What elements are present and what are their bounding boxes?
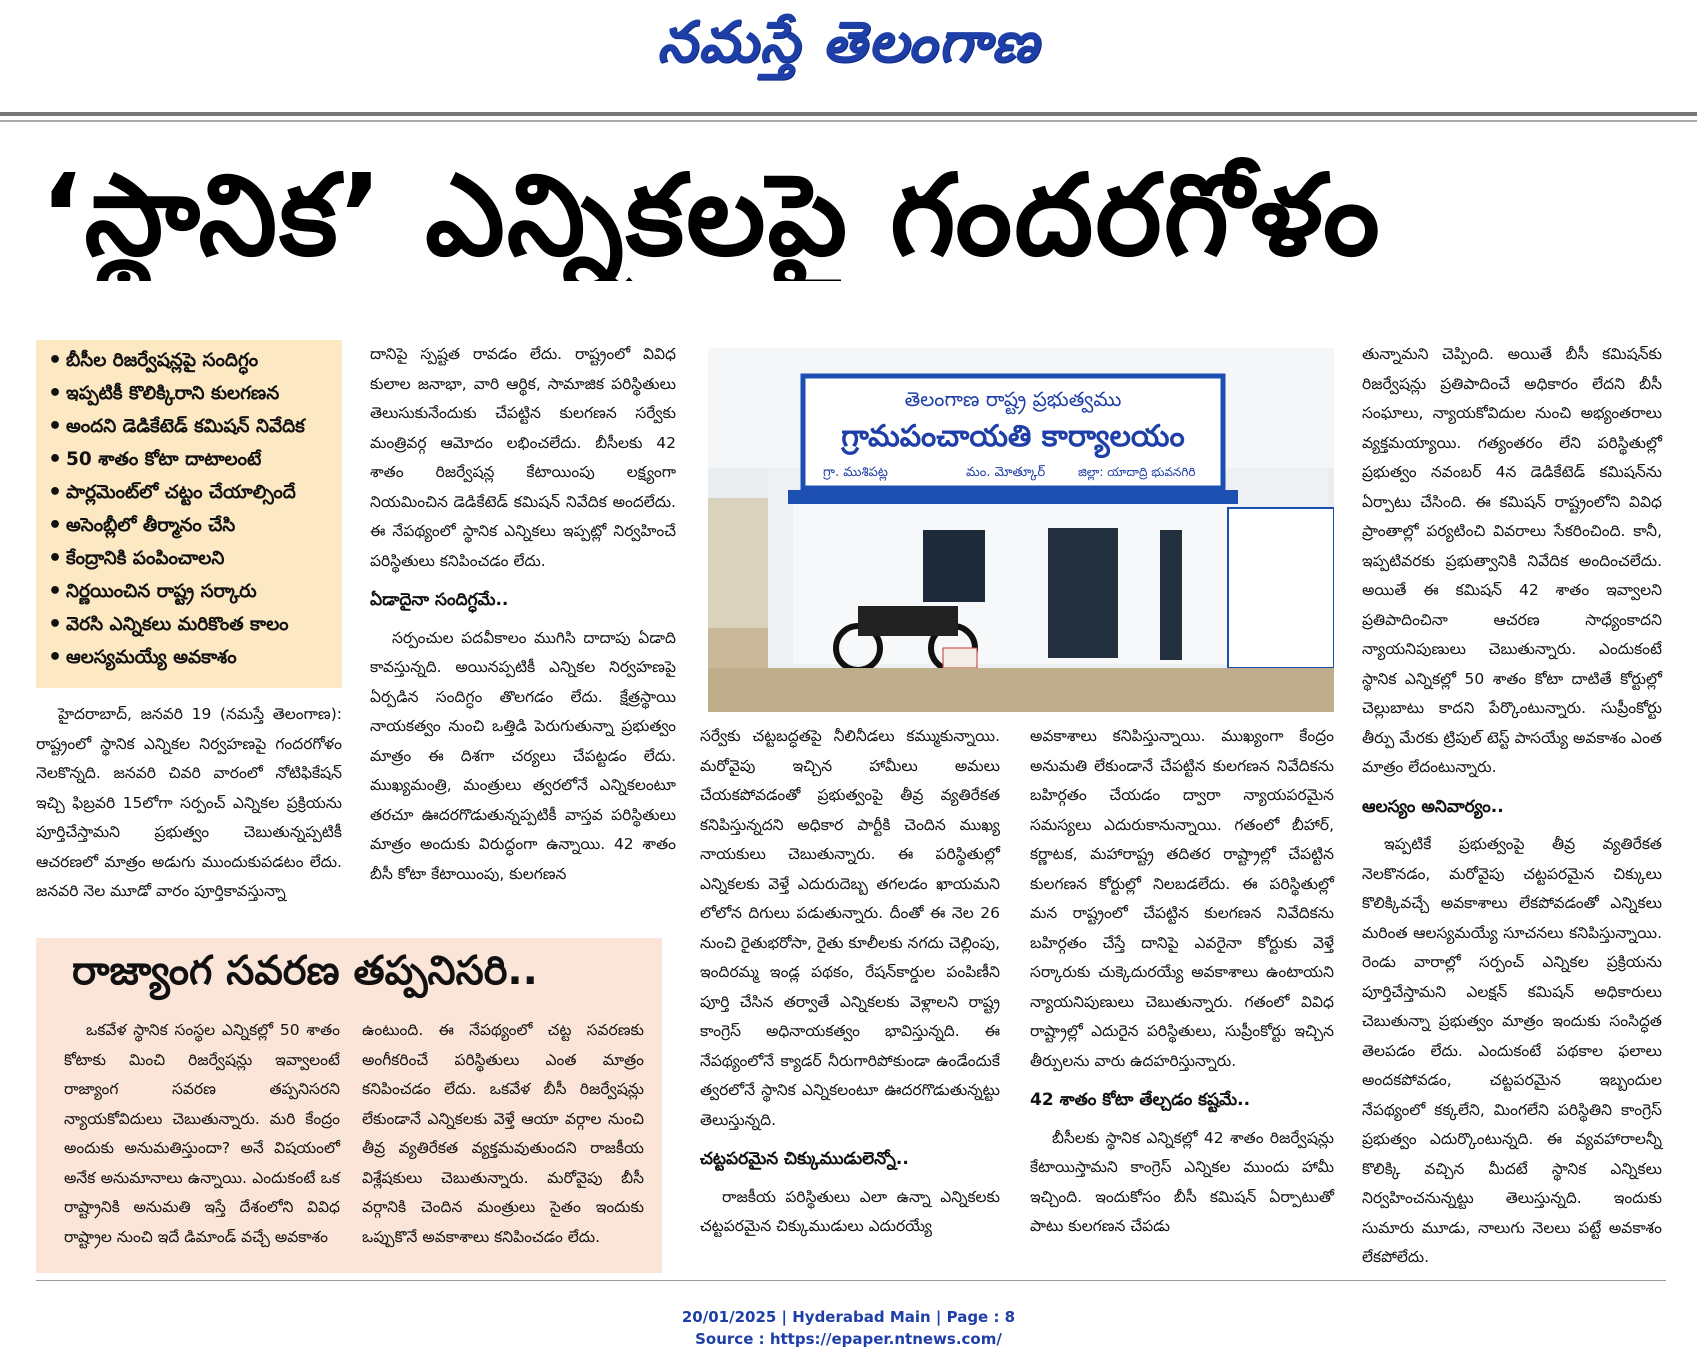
col4-subhead: 42 శాతం కోటా తేల్చడం కష్టమే.. [1030,1090,1251,1110]
photo-illustration [708,348,1334,712]
column-4 [1030,722,1334,1242]
bottom-divider [36,1280,1666,1281]
highlight-item: • అందని డెడికేటెడ్ కమిషన్ నివేదిక [44,410,334,443]
sign-mandal-text: మం. మోత్కూర్ [966,465,1046,480]
highlight-item: • నిర్ణయించిన రాష్ట్ర సర్కారు [44,575,334,608]
highlights-box [36,340,342,688]
highlight-item: • వెరసి ఎన్నికలు మరికొంత కాలం [44,608,334,641]
highlight-item: • అసెంబ్లీలో తీర్మానం చేసి [44,509,334,542]
masthead [0,0,1697,100]
highlight-item: • ఆలస్యమయ్యే అవకాశం [44,641,334,674]
sidebar-story-left-paragraph: ఒకవేళ స్థానిక సంస్థల ఎన్నికల్లో 50 శాతం కోటాకు మించి రిజర్వేషన్లు ఇవ్వాలంటే రాజ్యాంగ సవరణ తప్పనిసరని న్యాయకోవిదులు చెబుతున్నారు. మరి కేంద్రం అందుకు అనుమతిస్తుందా? అనే విషయంలో అనేక అనుమానాలు ఉన్నాయి. ఎందుకంటే ఒక రాష్ట్రానికి అనుమతి ఇస్తే దేశంలోని వివిధ రాష్ట్రాల నుంచి ఇదే డిమాండ్ వచ్చే అవకాశం [64,1021,340,1246]
col5-subhead: ఆలస్యం అనివార్యం.. [1362,796,1504,817]
highlight-item: • పార్లమెంట్‌లో చట్టం చేయాల్సిందే [44,476,334,509]
sidebar-story-right [362,1016,644,1252]
sign-main-text: గ్రామపంచాయతి కార్యాలయం [841,419,1185,454]
sidebar-story-box [36,938,662,1273]
col3-subhead: చట్టపరమైన చిక్కుముడులెన్నో.. [700,1149,909,1169]
newspaper-logo: నమస్తే తెలంగాణ [657,10,1040,75]
column-5 [1362,340,1662,1273]
col5-paragraph-2: ఇప్పటికే ప్రభుత్వంపై తీవ్ర వ్యతిరేకత నెలకొనడం, మరోవైపు చట్టపరమైన చిక్కులు కొలిక్కివచ్చే అవకాశాలు లేకపోవడంతో ఎన్నికలు మరింత ఆలస్యమయ్యే సూచనలు కనిపిస్తున్నాయి. రెండు వారాల్లో సర్పంచ్ ఎన్నికల ప్రక్రియను పూర్తిచేస్తామని ఎలక్షన్ కమిషన్ అధికారులు చెబుతున్నా ప్రభుత్వం మాత్రం ఇందుకు సంసిద్ధత తెలపడం లేదు. ఎందుకంటే పథకాల ఫలాలు అందకపోవడం, చట్టపరమైన ఇబ్బందుల నేపథ్యంలో కక్కలేని, మింగలేని పరిస్థితిని కాంగ్రెస్ ప్రభుత్వం ఎదుర్కొంటున్నది. ఈ వ్యవహారాలన్నీ కొలిక్కి వచ్చిన మీదటే స్థానిక ఎన్నికలు నిర్వహించనున్నట్టు తెలుస్తున్నది. ఇందుకు సుమారు మూడు, నాలుగు నెలలు పట్టే అవకాశం లేకపోలేదు. [1362,835,1662,1266]
page-footer [0,1306,1697,1350]
col2-paragraph: దానిపై స్పష్టత రావడం లేదు. రాష్ట్రంలో వివిధ కులాల జనాభా, వారి ఆర్థిక, సామాజిక పరిస్థితులు తెలుసుకునేందుకు చేపట్టిన కులగణన సర్వేకు మంత్రివర్గ ఆమోదం లభించలేదు. బీసీలకు 42 శాతం రిజర్వేషన్ల కేటాయింపు లక్ష్యంగా నియమించిన డెడికేటెడ్ కమిషన్ నివేదిక అందలేదు. ఈ నేపథ్యంలో స్థానిక ఎన్నికలు ఇప్పట్లో నిర్వహించే పరిస్థితులు కనిపించడం లేదు. [370,345,676,570]
sign-district-text: జిల్లా: యాదాద్రి భువనగిరి [1078,465,1196,479]
col3-paragraph: సర్వేకు చట్టబద్ధతపై నీలినీడలు కమ్ముకున్నాయి. మరోవైపు ఇచ్చిన హామీలు అమలు చేయకపోవడంతో ప్రభుత్వంపై తీవ్ర వ్యతిరేకత కనిపిస్తున్నదని అధికార పార్టీకి చెందిన ముఖ్య నాయకులు చెబుతున్నారు. ఈ పరిస్థితుల్లో ఎన్నికలకు వెళ్తే ఎదురుదెబ్బ తగలడం ఖాయమని లోలోన దిగులు పడుతున్నారు. దీంతో ఈ నెల 26 నుంచి రైతుభరోసా, రైతు కూలీలకు నగదు చెల్లింపు, ఇందిరమ్మ ఇండ్ల పథకం, రేషన్‌కార్డుల పంపిణీని పూర్తి చేసిన తర్వాతే ఎన్నికలకు వెళ్లాలని రాష్ట్ర కాంగ్రెస్ అధినాయకత్వం భావిస్తున్నది. ఈ నేపథ్యంలోనే క్యాడర్ నీరుగారిపోకుండా ఉండేందుకే త్వరలోనే స్థానిక ఎన్నికలంటూ ఊదరగొడుతున్నట్టు తెలుస్తున్నది. [700,727,1000,1129]
sidebar-story-title: రాజ్యాంగ సవరణ తప్పనిసరి.. [72,948,538,994]
footer-source-line: Source : https://epaper.ntnews.com/ [695,1330,1002,1348]
highlight-item: • బీసీల రిజర్వేషన్లపై సందిగ్ధం [44,344,334,377]
sidebar-story-left [64,1016,340,1252]
headline: ‘స్థానిక’ ఎన్నికలపై గందరగోళం [40,152,1382,281]
masthead-divider [0,112,1697,116]
column-1 [36,700,342,907]
panchayat-office-photo [708,348,1334,712]
col2-subhead: ఏడాదైనా సందిగ్ధమే.. [370,590,509,610]
sign-top-text: తెలంగాణ రాష్ట్ర ప్రభుత్వము [904,387,1122,411]
col2-paragraph-2: సర్పంచుల పదవీకాలం ముగిసి దాదాపు ఏడాది కావస్తున్నది. అయినప్పటికీ ఎన్నికల నిర్వహణపై ఏర్పడిన సందిగ్ధం తొలగడం లేదు. క్షేత్రస్థాయి నాయకత్వం నుంచి ఒత్తిడి పెరుగుతున్నా ప్రభుత్వం మాత్రం ఈ దిశగా చర్యలు చేపట్టడం లేదు. ముఖ్యమంత్రి, మంత్రులు త్వరలోనే ఎన్నికలంటూ తరచూ ఊదరగొడుతున్నప్పటికీ వాస్తవ పరిస్థితులు మాత్రం అందుకు విరుద్ధంగా ఉన్నాయి. 42 శాతం బీసీ కోటా కేటాయింపు, కులగణన [370,628,676,883]
highlight-item: • కేంద్రానికి పంపించాలని [44,542,334,575]
col3-paragraph-2: రాజకీయ పరిస్థితులు ఎలా ఉన్నా ఎన్నికలకు చట్టపరమైన చిక్కుముడులు ఎదురయ్యే [700,1187,1000,1235]
highlight-item: • ఇప్పటికీ కొలిక్కిరాని కులగణన [44,377,334,410]
sidebar-story-right-paragraph: ఉంటుంది. ఈ నేపథ్యంలో చట్ట సవరణకు అంగీకరించే పరిస్థితులు ఎంత మాత్రం కనిపించడం లేదు. ఒకవేళ బీసీ రిజర్వేషన్లు లేకుండానే ఎన్నికలకు వెళ్తే ఆయా వర్గాల నుంచి తీవ్ర వ్యతిరేకత వ్యక్తమవుతుందని రాజకీయ విశ్లేషకులు చెబుతున్నారు. మరోవైపు బీసీ వర్గానికి చెందిన మంత్రులు సైతం ఇందుకు ఒప్పుకొనే అవకాశాలు కనిపించడం లేదు. [362,1021,644,1246]
col1-paragraph: హైదరాబాద్, జనవరి 19 (నమస్తే తెలంగాణ): రాష్ట్రంలో స్థానిక ఎన్నికల నిర్వహణపై గందరగోళం నెలకొన్నది. జనవరి చివరి వారంలో నోటిఫికేషన్ ఇచ్చి ఫిబ్రవరి 15లోగా సర్పంచ్ ఎన్నికల ప్రక్రియను పూర్తిచేస్తామని ప్రభుత్వం చెబుతున్నప్పటికీ ఆచరణలో మాత్రం అడుగు ముందుకుపడటం లేదు. జనవరి నెల మూడో వారం పూర్తికావస్తున్నా [36,705,342,900]
masthead-divider-thin [0,120,1697,122]
col5-paragraph: తున్నామని చెప్పింది. అయితే బీసీ కమిషన్‌కు రిజర్వేషన్లు ప్రతిపాదించే అధికారం లేదని బీసీ సంఘాలు, న్యాయకోవిదుల నుంచి అభ్యంతరాలు వ్యక్తమయ్యాయి. గత్యంతరం లేని పరిస్థితుల్లో ప్రభుత్వం నవంబర్ 4న డెడికేటెడ్ కమిషన్‌ను ఏర్పాటు చేసింది. ఈ కమిషన్ రాష్ట్రంలోని వివిధ ప్రాంతాల్లో పర్యటించి వివరాలు సేకరించింది. కానీ, ఇప్పటివరకు ప్రభుత్వానికి నివేదిక అందించలేదు. అయితే ఈ కమిషన్ 42 శాతం ఇవ్వాలని ప్రతిపాదించినా ఆచరణ సాధ్యంకాదని న్యాయనిపుణులు చెబుతున్నారు. ఎందుకంటే స్థానిక ఎన్నికల్లో 50 శాతం కోటా దాటితే కోర్టుల్లో చెల్లుబాటు కాదని పేర్కొంటున్నారు. సుప్రీంకోర్టు తీర్పు మేరకు ట్రిపుల్ టెస్ట్ పాసయ్యే అవకాశం ఎంత మాత్రం లేదంటున్నారు. [1362,345,1662,776]
col4-paragraph-2: బీసీలకు స్థానిక ఎన్నికల్లో 42 శాతం రిజర్వేషన్లు కేటాయిస్తామని కాంగ్రెస్ ఎన్నికల ముందు హామీ ఇచ్చింది. ఇందుకోసం బీసీ కమిషన్ ఏర్పాటుతో పాటు కులగణన చేపడు [1030,1128,1334,1235]
highlight-item: • 50 శాతం కోటా దాటాలంటే [44,443,334,476]
column-2 [370,340,676,889]
footer-edition-line: 20/01/2025 | Hyderabad Main | Page : 8 [681,1308,1016,1326]
sign-village-text: గ్రా. ముశిపట్ల [823,465,888,480]
column-3 [700,722,1000,1242]
col4-paragraph: అవకాశాలు కనిపిస్తున్నాయి. ముఖ్యంగా కేంద్రం అనుమతి లేకుండానే చేపట్టిన కులగణన నివేదికను బహిర్గతం చేయడం ద్వారా న్యాయపరమైన సమస్యలు ఎదురుకానున్నాయి. గతంలో బీహార్, కర్ణాటక, మహారాష్ట్ర తదితర రాష్ట్రాల్లో చేపట్టిన కులగణన కోర్టుల్లో నిలబడలేదు. ఈ పరిస్థితుల్లో మన రాష్ట్రంలో చేపట్టిన కులగణన నివేదికను బహిర్గతం చేస్తే దానిపై ఎవరైనా కోర్టుకు వెళ్తే సర్కారుకు చుక్కెదురయ్యే అవకాశాలు ఉంటాయని న్యాయనిపుణులు చెబుతున్నారు. గతంలో వివిధ రాష్ట్రాల్లో ఎదురైన పరిస్థితులు, సుప్రీంకోర్టు ఇచ్చిన తీర్పులను వారు ఉదహరిస్తున్నారు. [1030,727,1334,1070]
highlights-list [44,344,334,674]
